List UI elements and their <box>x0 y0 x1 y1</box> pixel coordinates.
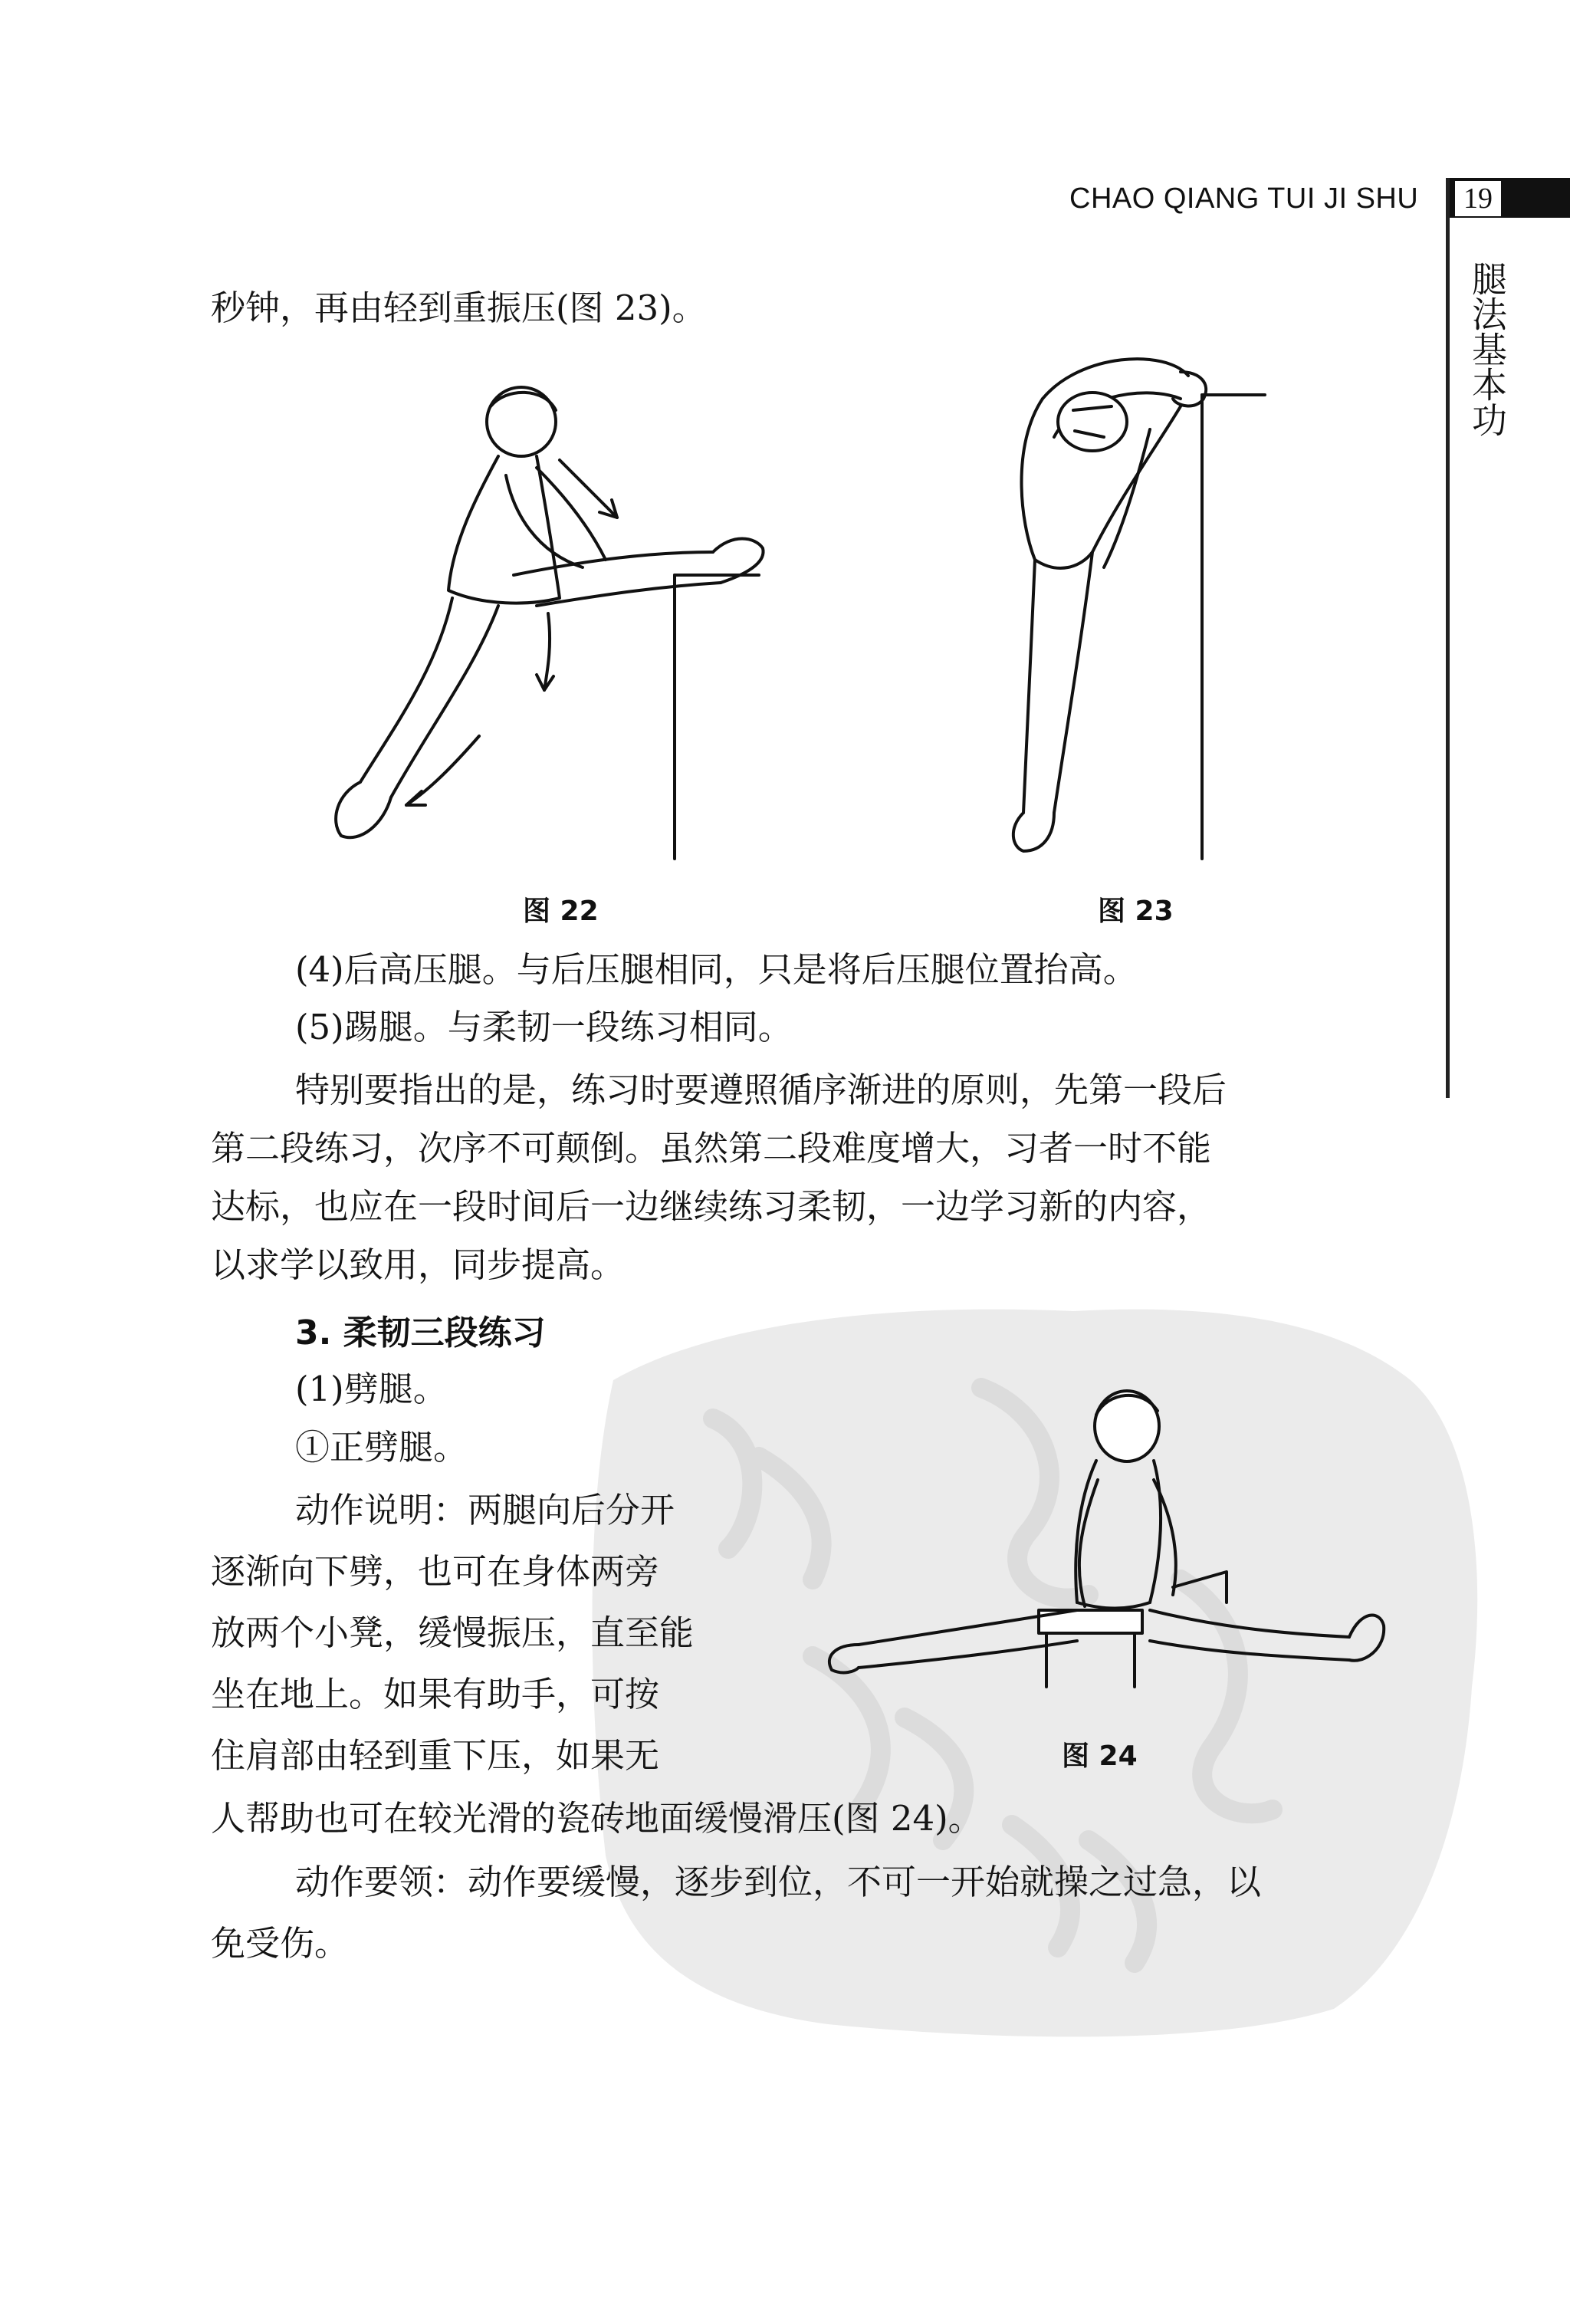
section-heading: 3. 柔韧三段练习 <box>295 1313 546 1353</box>
text-line: ①正劈腿。 <box>295 1427 468 1468</box>
figure-23-illustration <box>989 337 1296 866</box>
side-rule <box>1446 178 1450 1098</box>
text-line: 坐在地上。如果有助手，可按 <box>211 1674 660 1714</box>
text-line: 第二段练习，次序不可颠倒。虽然第二段难度增大，习者一时不能 <box>211 1128 1212 1169</box>
text-line: (4)后高压腿。与后压腿相同，只是将后压腿位置抬高。 <box>295 949 1138 990</box>
text-line: 特别要指出的是，练习时要遵照循序渐进的原则，先第一段后 <box>295 1070 1227 1110</box>
text-line: 人帮助也可在较光滑的瓷砖地面缓慢滑压(图 24)。 <box>211 1798 983 1839</box>
text-line: 动作要领：动作要缓慢，逐步到位，不可一开始就操之过急，以 <box>295 1862 1262 1902</box>
text-line: 逐渐向下劈，也可在身体两旁 <box>211 1551 660 1592</box>
text-line: (1)劈腿。 <box>295 1369 448 1409</box>
text-line: 动作说明：两腿向后分开 <box>295 1490 675 1530</box>
figure-22-caption: 图 22 <box>523 896 599 927</box>
text-line: 住肩部由轻到重下压，如果无 <box>211 1735 660 1776</box>
text-line: 免受伤。 <box>211 1923 350 1964</box>
text-line: 达标，也应在一段时间后一边继续练习柔韧，一边学习新的内容， <box>211 1186 1212 1227</box>
text-line: 秒钟，再由轻到重振压(图 23)。 <box>211 288 707 328</box>
text-line: (5)踢腿。与柔韧一段练习相同。 <box>295 1007 793 1047</box>
figure-24-caption: 图 24 <box>1062 1741 1138 1772</box>
text-line: 以求学以致用，同步提高。 <box>211 1244 626 1285</box>
running-header-title: CHAO QIANG TUI JI SHU <box>1069 182 1419 215</box>
figure-22-illustration <box>314 376 790 866</box>
chapter-title <box>1466 261 1509 445</box>
figure-24-illustration <box>813 1380 1395 1718</box>
page-number: 19 <box>1455 181 1501 216</box>
figure-23-caption: 图 23 <box>1098 896 1174 927</box>
text-line: 放两个小凳，缓慢振压，直至能 <box>211 1612 695 1653</box>
chapter-title-text: 腿法基本功 <box>1467 261 1508 437</box>
